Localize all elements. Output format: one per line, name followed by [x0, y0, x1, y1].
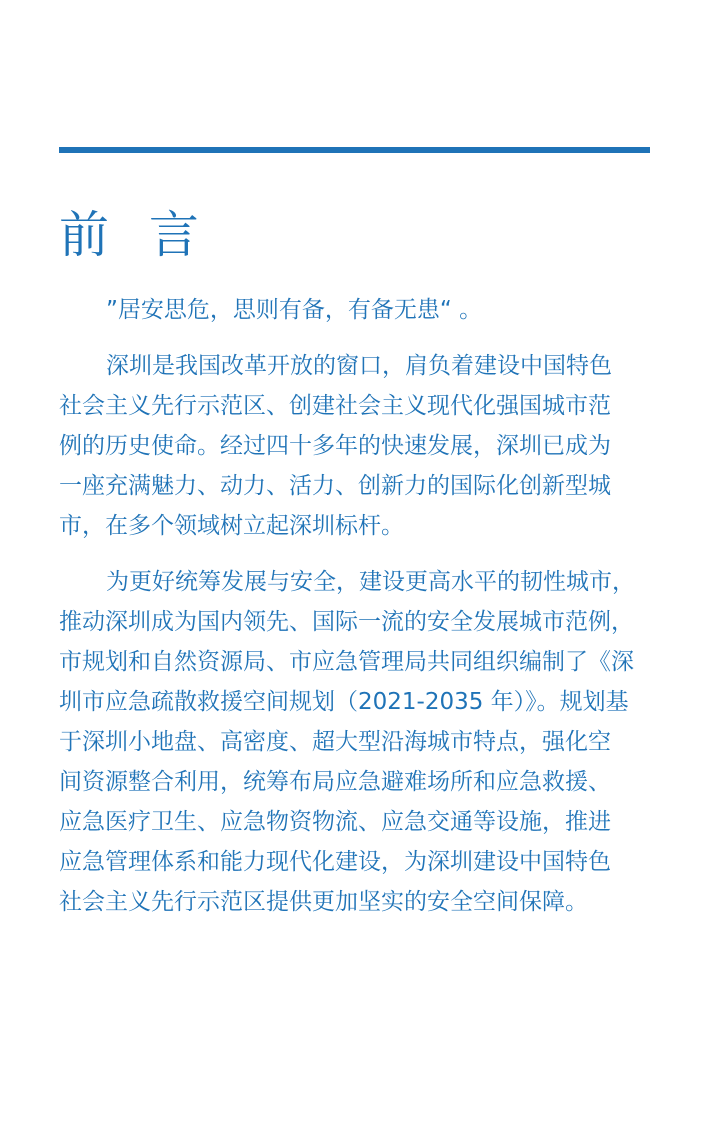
text-line: 市规划和自然资源局、市应急管理局共同组织编制了《深 — [59, 649, 634, 675]
text-line: 应急医疗卫生、应急物资物流、应急交通等设施，推进 — [59, 809, 611, 835]
text-line: 应急管理体系和能力现代化建设，为深圳建设中国特色 — [59, 849, 611, 875]
preface-body — [59, 290, 650, 938]
text-line: 推动深圳成为国内领先、国际一流的安全发展城市范例， — [59, 609, 634, 635]
text-line: 例的历史使命。经过四十多年的快速发展，深圳已成为 — [59, 433, 611, 459]
paragraph-quote — [59, 290, 650, 330]
text-line: 社会主义先行示范区提供更加坚实的安全空间保障。 — [59, 889, 588, 915]
text-line: 一座充满魅力、动力、活力、创新力的国际化创新型城 — [59, 473, 611, 499]
text-line: ”居安思危，思则有备，有备无患“ 。 — [106, 297, 483, 323]
text-line: 间资源整合利用，统筹布局应急避难场所和应急救援、 — [59, 769, 611, 795]
paragraph-plan-purpose — [59, 562, 650, 922]
page-title: 前 言 — [59, 206, 211, 264]
paragraph-shenzhen-intro — [59, 346, 650, 546]
text-line: 社会主义先行示范区、创建社会主义现代化强国城市范 — [59, 393, 611, 419]
text-line: 圳市应急疏散救援空间规划（2021-2035 年）》。规划基 — [59, 689, 629, 715]
header-divider — [59, 147, 650, 153]
text-line: 深圳是我国改革开放的窗口，肩负着建设中国特色 — [106, 353, 612, 379]
text-line: 于深圳小地盘、高密度、超大型沿海城市特点，强化空 — [59, 729, 611, 755]
text-line: 为更好统筹发展与安全，建设更高水平的韧性城市， — [106, 569, 635, 595]
text-line: 市，在多个领域树立起深圳标杆。 — [59, 513, 404, 539]
